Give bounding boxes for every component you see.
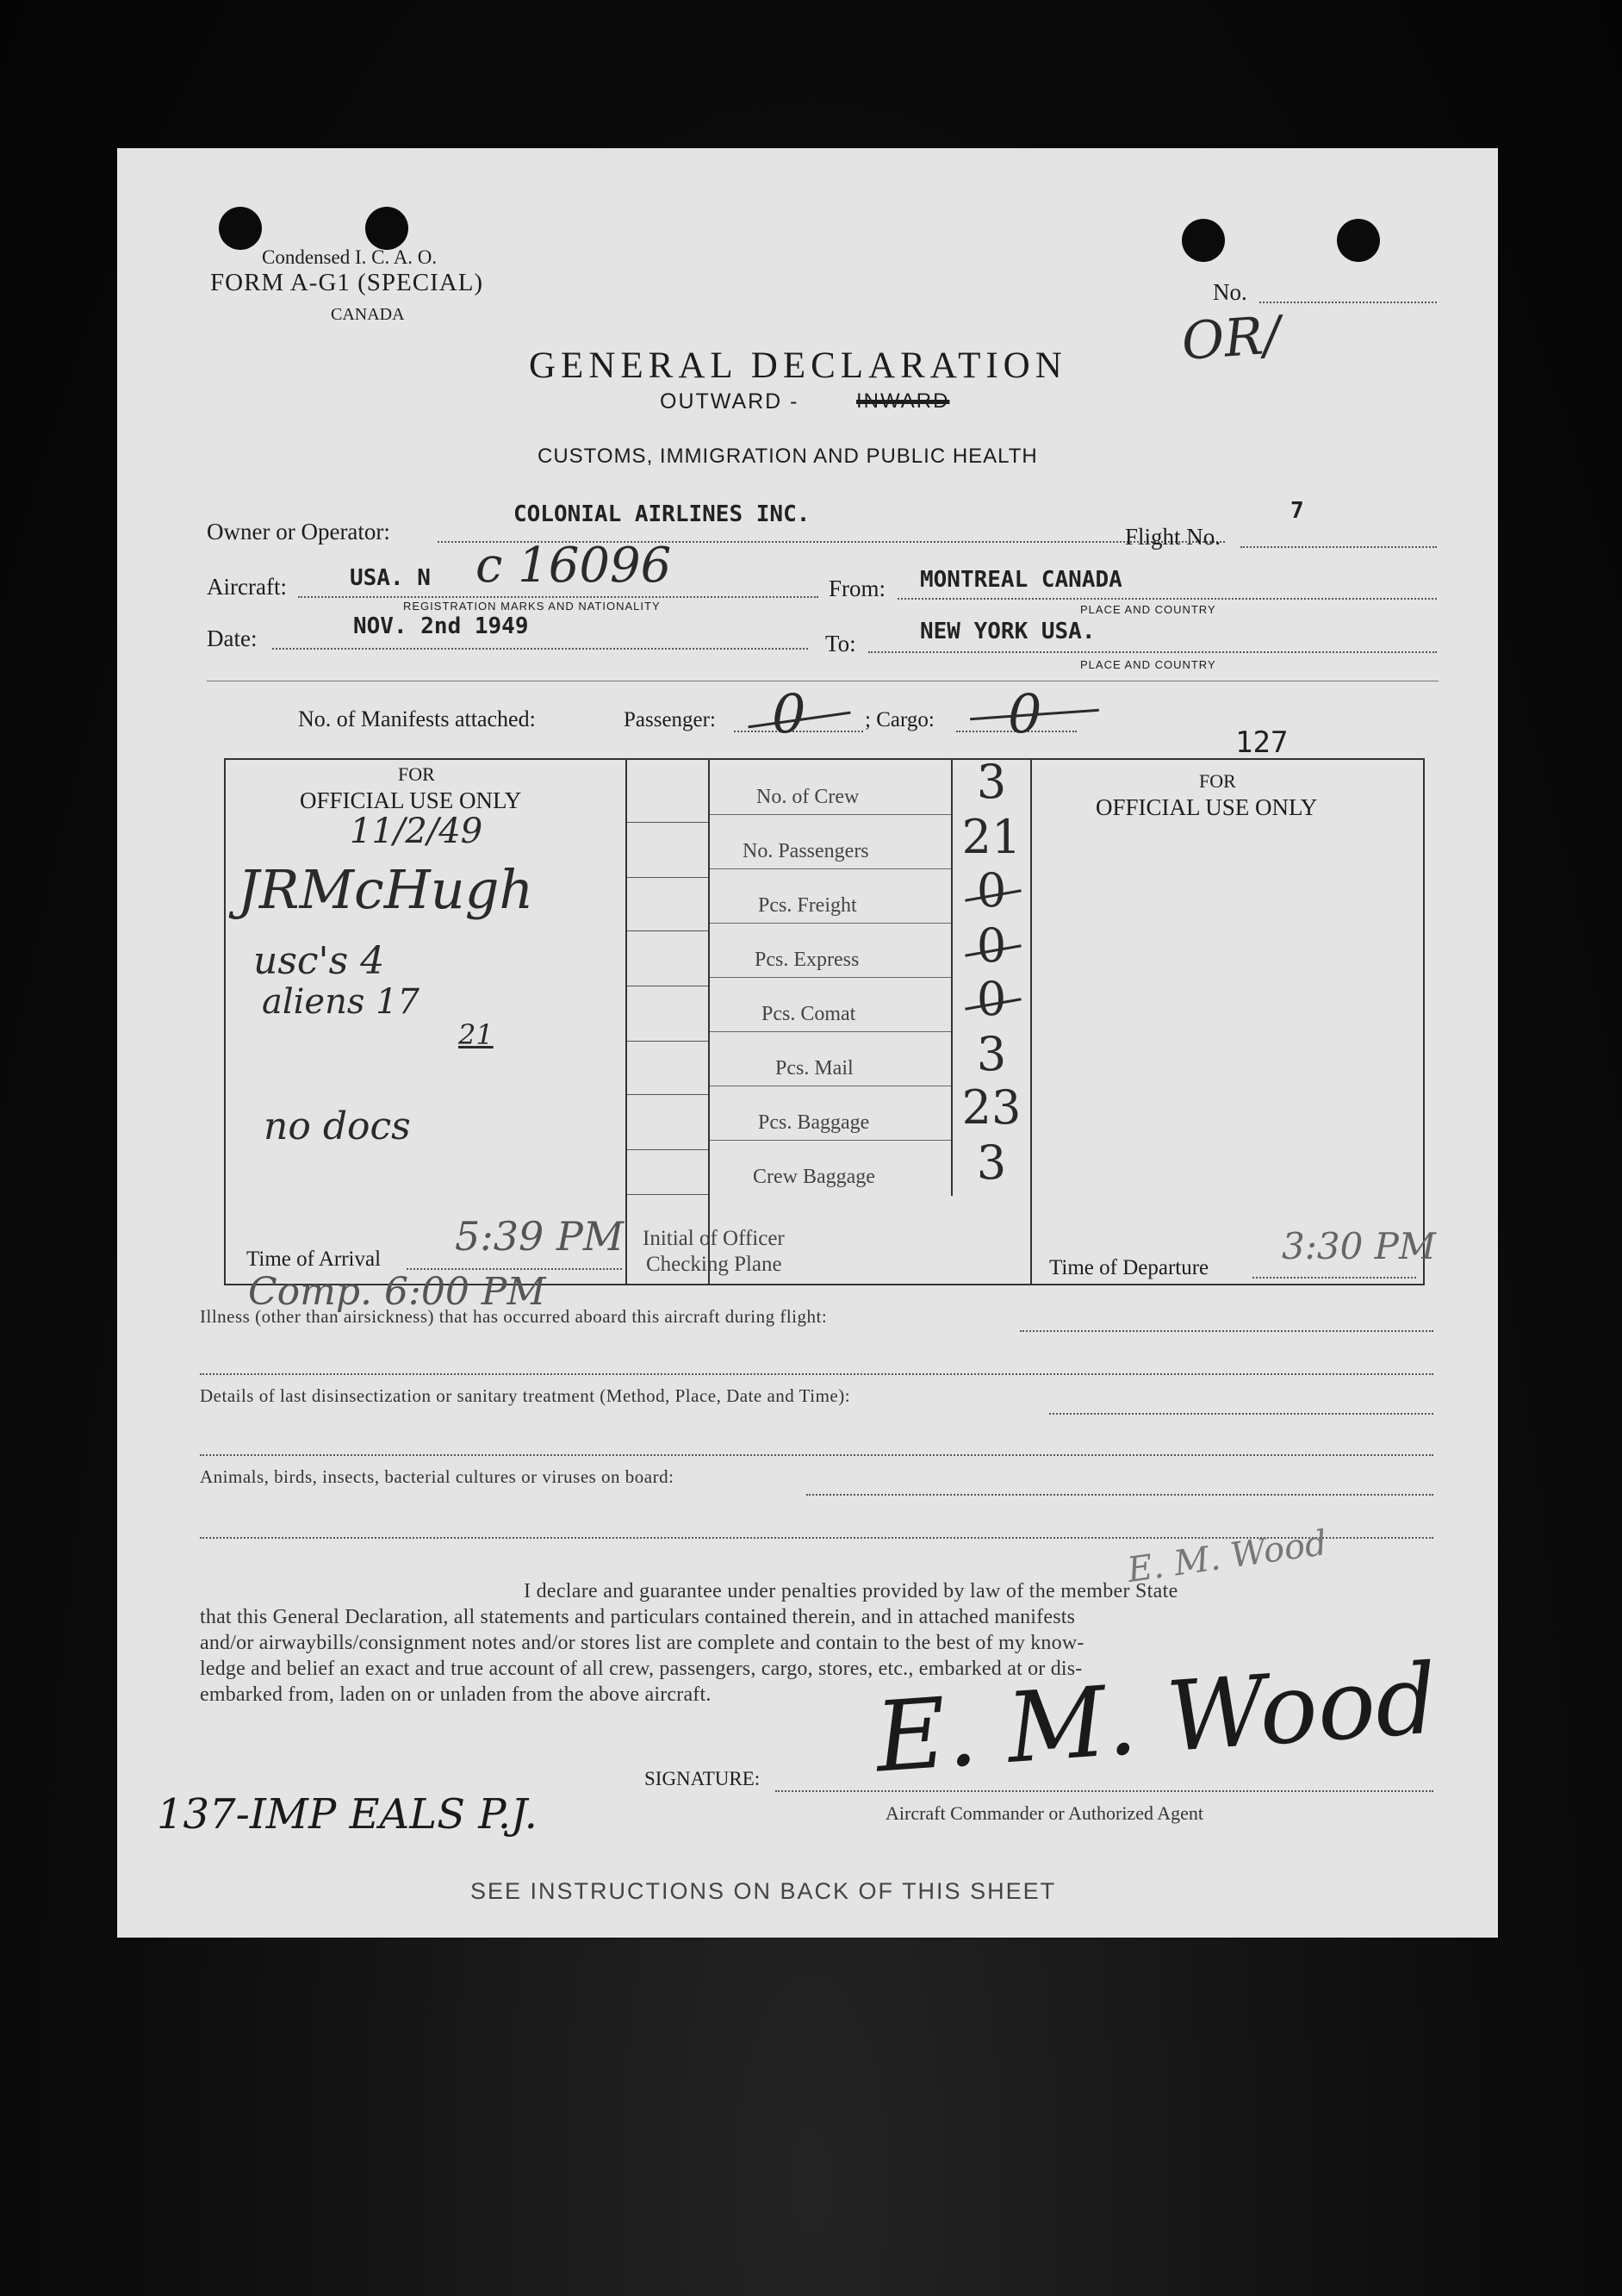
row-rule [627, 1041, 708, 1042]
count-value-crew: 3 [976, 755, 1007, 809]
to-caption: PLACE AND COUNTRY [1080, 658, 1216, 671]
official-right-title1: FOR [1199, 770, 1236, 792]
inward-struck-label: INWARD [856, 389, 950, 413]
to-label: To: [825, 631, 856, 656]
row-rule [627, 822, 708, 823]
title-subtitle: CUSTOMS, IMMIGRATION AND PUBLIC HEALTH [538, 445, 1038, 468]
count-row [710, 814, 951, 869]
time-departure-label: Time of Departure [1049, 1256, 1209, 1279]
side-number: 127 [1235, 725, 1289, 760]
count-row [710, 760, 951, 815]
manifests-label: No. of Manifests attached: [298, 706, 536, 731]
count-value-comat: 0 [976, 972, 1007, 1026]
count-value-mail: 3 [976, 1027, 1007, 1081]
illness-label: Illness (other than airsickness) that has occurred aboard this aircraft during flight: [200, 1306, 828, 1327]
official-note-initials: JRMcHugh [238, 858, 534, 921]
signature-line [775, 1790, 1433, 1792]
official-right-title2: OFFICIAL USE ONLY [1096, 794, 1318, 820]
from-value: MONTREAL CANADA [920, 567, 1122, 593]
disinsectization-line-2 [200, 1454, 1433, 1456]
count-row [710, 1086, 951, 1141]
official-note-nodocs: no docs [264, 1104, 411, 1148]
time-departure-value: 3:30 PM [1282, 1225, 1436, 1267]
form-header-line2: FORM A-G1 (SPECIAL) [210, 269, 484, 296]
to-value: NEW YORK USA. [920, 619, 1096, 644]
declaration-line2: that this General Declaration, all statements and particulars contained therein, and in attached manifests [200, 1606, 1076, 1628]
from-label: From: [829, 576, 886, 601]
count-row [710, 1140, 951, 1194]
from-line [898, 598, 1437, 600]
animals-line [806, 1494, 1433, 1496]
form-header-line3: CANADA [331, 305, 405, 324]
cargo-manifest-label: ; Cargo: [865, 708, 935, 731]
aircraft-value-typed: USA. N [350, 565, 431, 591]
margin-note: 137-IMP EALS P.J. [157, 1790, 538, 1839]
passenger-manifest-value: 0 [772, 682, 806, 745]
count-label: Pcs. Comat [761, 1003, 856, 1025]
count-label: No. Passengers [743, 840, 869, 862]
counts-table [710, 760, 951, 1196]
illness-line-2 [200, 1373, 1433, 1375]
flight-line [1240, 546, 1437, 548]
declaration-annotation: E. M. Wood [1124, 1522, 1330, 1591]
count-row [710, 868, 951, 924]
row-rule [627, 1149, 708, 1150]
date-label: Date: [207, 625, 258, 651]
official-note-aliens: aliens 17 [262, 982, 420, 1022]
punch-hole [219, 207, 262, 250]
count-value-baggage: 23 [961, 1080, 1022, 1135]
punch-hole [365, 207, 408, 250]
count-label: Crew Baggage [753, 1166, 875, 1188]
document-sheet [117, 148, 1498, 1938]
owner-label: Owner or Operator: [207, 519, 390, 544]
count-label: No. of Crew [756, 786, 860, 808]
count-row [710, 1031, 951, 1086]
time-arrival-label: Time of Arrival [246, 1248, 382, 1271]
form-header-line1: Condensed I. C. A. O. [262, 246, 438, 268]
illness-line [1020, 1330, 1433, 1332]
footer-instructions: SEE INSTRUCTIONS ON BACK OF THIS SHEET [470, 1878, 1057, 1904]
signature-value: E. M. Wood [872, 1643, 1441, 1795]
punch-hole [1337, 219, 1380, 262]
official-left-title2: OFFICIAL USE ONLY [300, 787, 522, 813]
row-rule [627, 1194, 708, 1195]
animals-label: Animals, birds, insects, bacterial cultures or viruses on board: [200, 1466, 674, 1487]
row-rule [627, 877, 708, 878]
signature-label: SIGNATURE: [644, 1768, 761, 1789]
count-value-express: 0 [976, 918, 1007, 973]
official-note-total: 21 [458, 1018, 494, 1051]
declaration-line4: ledge and belief an exact and true account of all crew, passengers, cargo, stores, etc., embarked at or dis- [200, 1658, 1083, 1680]
count-row [710, 977, 951, 1032]
owner-value: COLONIAL AIRLINES INC. [513, 501, 811, 527]
disinsectization-line [1049, 1413, 1433, 1415]
to-line [868, 651, 1437, 653]
aircraft-line [298, 596, 818, 598]
count-label: Pcs. Freight [758, 894, 857, 917]
from-caption: PLACE AND COUNTRY [1080, 603, 1216, 616]
signature-caption: Aircraft Commander or Authorized Agent [886, 1802, 1204, 1824]
flight-value: 7 [1290, 498, 1304, 524]
completion-note: Comp. 6:00 PM [248, 1270, 546, 1314]
initial-officer-label2: Checking Plane [646, 1253, 782, 1276]
count-row [710, 923, 951, 978]
time-arrival-value: 5:39 PM [455, 1213, 624, 1260]
date-line [272, 648, 808, 650]
aircraft-value-handwritten: c 16096 [475, 538, 672, 594]
flight-label: Flight No. [1125, 524, 1221, 550]
declaration-line5: embarked from, laden on or unladen from the above aircraft. [200, 1683, 712, 1706]
row-rule [627, 1094, 708, 1095]
row-rule [627, 930, 708, 931]
punch-hole [1182, 219, 1225, 262]
number-line [1259, 302, 1437, 303]
aircraft-label: Aircraft: [207, 574, 287, 600]
disinsectization-label: Details of last disinsectization or sanitary treatment (Method, Place, Date and Time): [200, 1385, 851, 1406]
number-label: No. [1213, 279, 1247, 305]
date-value: NOV. 2nd 1949 [353, 613, 529, 639]
initial-officer-label1: Initial of Officer [643, 1227, 785, 1250]
outward-label: OUTWARD - [660, 389, 799, 414]
count-label: Pcs. Baggage [758, 1111, 870, 1134]
declaration-line3: and/or airwaybills/consignment notes and/or stores list are complete and contain to the best of my know- [200, 1632, 1084, 1654]
count-value-passengers: 21 [961, 810, 1022, 864]
count-value-freight: 0 [976, 863, 1007, 918]
official-left-title1: FOR [398, 763, 435, 785]
page-title: GENERAL DECLARATION [529, 345, 1067, 386]
time-departure-line [1252, 1277, 1416, 1279]
number-value: OR/ [1179, 305, 1283, 372]
declaration-line1: I declare and guarantee under penalties provided by law of the member State [524, 1580, 1178, 1602]
box-divider [625, 758, 627, 1285]
passenger-manifest-label: Passenger: [624, 708, 716, 731]
aircraft-caption: REGISTRATION MARKS AND NATIONALITY [403, 600, 661, 613]
count-label: Pcs. Express [755, 949, 860, 971]
official-note-date: 11/2/49 [350, 812, 483, 851]
count-value-crew-baggage: 3 [976, 1136, 1007, 1190]
count-label: Pcs. Mail [775, 1057, 854, 1080]
official-note-usc: usc's 4 [253, 939, 385, 983]
cargo-manifest-value: 0 [1008, 682, 1042, 745]
